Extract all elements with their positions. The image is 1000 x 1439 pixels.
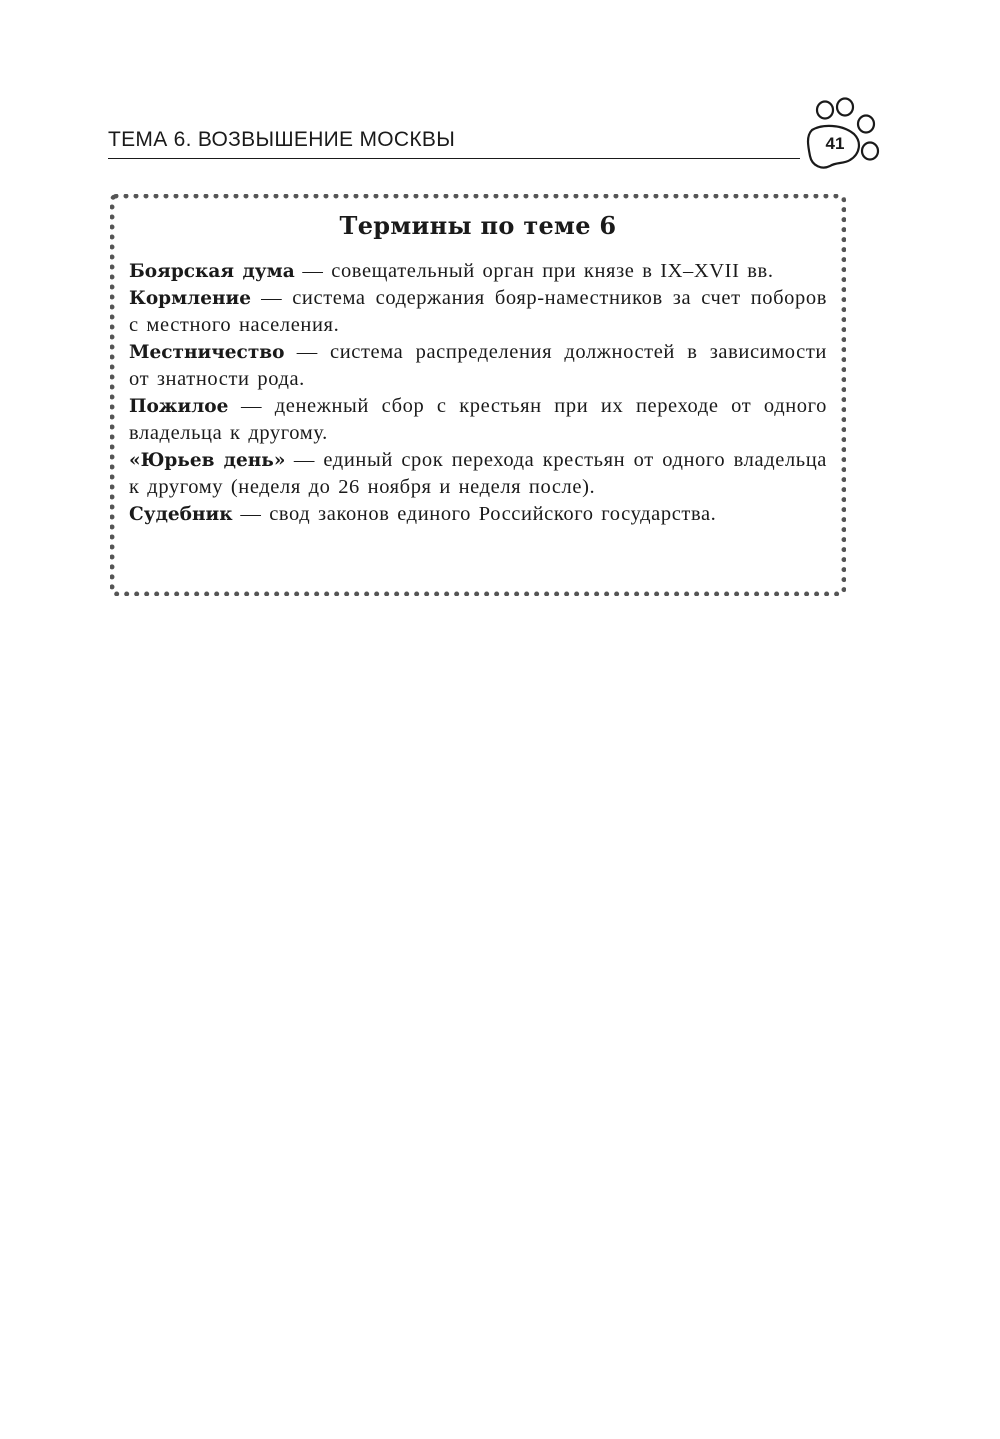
term-name: «Юрьев день» [129, 450, 286, 471]
header-rule [108, 158, 800, 159]
term-definition: — единый срок перехода крестьян от одного владельца к другому (неделя до 26 ноября и неделя после). [129, 449, 827, 498]
term-entry [129, 501, 827, 528]
term-definition: — система содержания бояр-наместников за счет поборов с местного населения. [129, 287, 827, 336]
term-entry [129, 393, 827, 447]
term-entry [129, 258, 827, 285]
term-name: Пожилое [129, 396, 229, 417]
running-head: ТЕМА 6. ВОЗВЫШЕНИЕ МОСКВЫ [108, 128, 456, 151]
term-name: Судебник [129, 504, 233, 525]
terms-box [110, 194, 846, 596]
term-definition: — свод законов единого Российского государства. [232, 503, 717, 525]
terms-title: Термины по теме 6 [339, 211, 617, 240]
term-entry [129, 285, 827, 339]
term-entry [129, 339, 827, 393]
term-entry [129, 447, 827, 501]
term-name: Кормление [129, 288, 252, 309]
page-number: 41 [825, 134, 845, 153]
term-definition: — система распределения должностей в зависимости от знатности рода. [129, 341, 827, 390]
term-name: Местничество [129, 342, 285, 363]
term-definition: — денежный сбор с крестьян при их переходе от одного владельца к другому. [129, 395, 827, 444]
term-definition: — совещательный орган при князе в IX–XVII вв. [294, 260, 774, 282]
term-name: Боярская дума [129, 261, 295, 282]
